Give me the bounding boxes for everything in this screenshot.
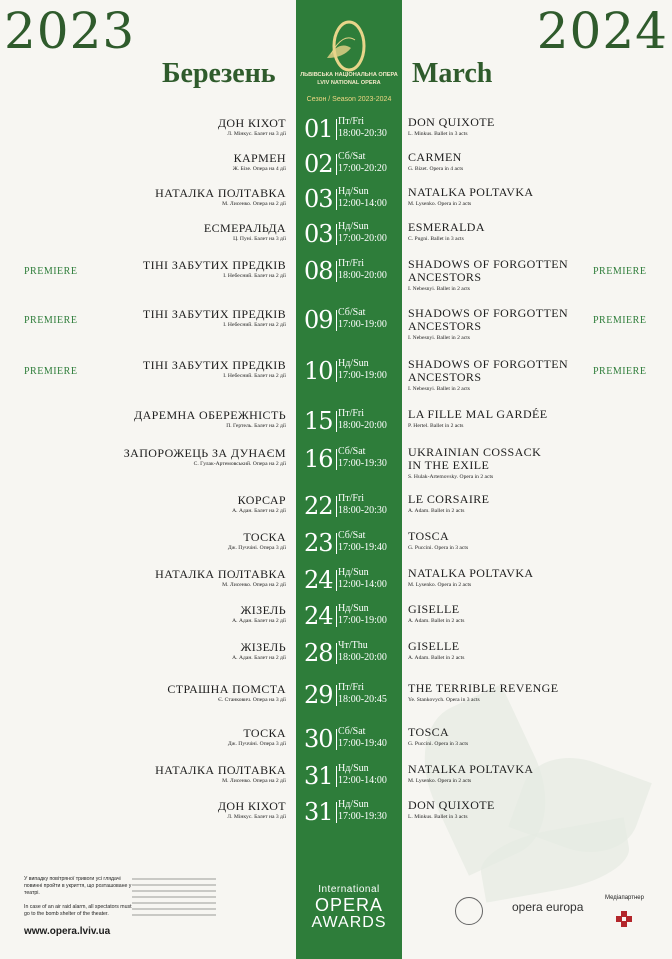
subtitle-en: I. Nebesnyi. Ballet in 2 acts <box>408 386 470 392</box>
title-en <box>408 799 495 812</box>
subtitle-en: L. Minkus. Ballet in 3 acts <box>408 131 468 137</box>
showtime: 18:00-20:30 <box>338 505 387 516</box>
opera-name-ua: ЛЬВІВСЬКА НАЦІОНАЛЬНА ОПЕРА <box>300 72 398 78</box>
date-divider <box>336 685 337 706</box>
title-en-line-1: UKRAINIAN COSSACK <box>408 445 542 459</box>
date-number: 24 <box>304 566 333 594</box>
showtime: 17:00-19:00 <box>338 319 387 330</box>
subtitle-ua: А. Адан. Балет на 2 дії <box>232 508 286 514</box>
title-ua: ТІНІ ЗАБУТИХ ПРЕДКІВ <box>142 307 286 321</box>
opera-name-en: LVIV NATIONAL OPERA <box>317 80 381 86</box>
title-ua: ДОН КІХОТ <box>217 116 286 130</box>
title-en <box>408 682 558 695</box>
weekday: Чт/Thu <box>338 640 368 651</box>
title-ua: КАРМЕН <box>233 151 286 165</box>
title-ua: ЗАПОРОЖЕЦЬ ЗА ДУНАЄМ <box>123 446 286 460</box>
weekday: Сб/Sat <box>338 307 366 318</box>
opera-europa-logo: opera europa <box>512 900 584 914</box>
title-en <box>408 358 568 384</box>
air-raid-note-ua: У випадку повітряної тривоги усі глядачі повинні пройти в укриття, що розташоване у театрі. <box>24 876 132 896</box>
showtime: 12:00-14:00 <box>338 198 387 209</box>
title-en <box>408 603 459 616</box>
theatre-emblem-icon <box>455 897 483 925</box>
title-en <box>408 763 534 776</box>
title-ua: ТОСКА <box>243 530 286 544</box>
showtime: 18:00-20:30 <box>338 128 387 139</box>
date-divider <box>336 643 337 664</box>
date-divider <box>336 729 337 750</box>
subtitle-en: I. Nebesnyi. Ballet in 2 acts <box>408 286 470 292</box>
award-line-2: OPERA <box>314 895 384 915</box>
subtitle-en: Ye. Stankovych. Opera in 3 acts <box>408 697 480 703</box>
date-divider <box>336 261 337 282</box>
subtitle-ua: Дж. Пуччіні. Опера 3 дії <box>227 741 286 747</box>
subtitle-ua: І. Небесний. Балет на 2 дії <box>223 373 286 379</box>
subtitle-ua: Л. Мінкус. Балет на 3 дії <box>227 814 286 820</box>
subtitle-en: G. Puccini. Opera in 3 acts <box>408 741 469 747</box>
title-en-line-1: GISELLE <box>408 602 460 616</box>
title-en-line-1: LA FILLE MAL GARDÉE <box>408 407 548 421</box>
subtitle-en: G. Puccini. Opera in 3 acts <box>408 545 469 551</box>
showtime: 18:00-20:45 <box>338 694 387 705</box>
date-number: 22 <box>304 492 333 520</box>
weekday: Нд/Sun <box>338 221 369 232</box>
subtitle-ua: А. Адан. Балет на 2 дії <box>232 618 286 624</box>
date-number: 28 <box>304 639 333 667</box>
showtime: 17:00-19:00 <box>338 370 387 381</box>
weekday: Сб/Sat <box>338 726 366 737</box>
award-line-1: International <box>318 884 380 895</box>
subtitle-en: C. Pugni. Ballet in 3 acts <box>408 236 464 242</box>
date-divider <box>336 449 337 470</box>
date-divider <box>336 570 337 591</box>
date-number: 09 <box>304 306 333 334</box>
title-en <box>408 726 449 739</box>
title-en <box>408 116 495 129</box>
date-divider <box>336 154 337 175</box>
title-en-line-1: LE CORSAIRE <box>408 492 490 506</box>
title-ua: ЖІЗЕЛЬ <box>240 640 286 654</box>
date-divider <box>336 310 337 331</box>
showtime: 12:00-14:00 <box>338 579 387 590</box>
title-en-line-1: NATALKA POLTAVKA <box>408 566 534 580</box>
date-number: 03 <box>304 220 333 248</box>
title-ua: ТІНІ ЗАБУТИХ ПРЕДКІВ <box>142 358 286 372</box>
media-partner-logo-icon <box>615 910 633 928</box>
subtitle-ua: П. Гертель. Балет на 2 дії <box>226 423 286 429</box>
subtitle-en: A. Adam. Ballet in 2 acts <box>408 655 465 661</box>
title-en-line-1: GISELLE <box>408 639 460 653</box>
subtitle-ua: І. Небесний. Балет на 2 дії <box>223 322 286 328</box>
year-left: 2023 <box>4 2 136 60</box>
showtime: 17:00-19:00 <box>338 615 387 626</box>
premiere-label-left: PREMIERE <box>24 266 78 277</box>
title-en <box>408 493 489 506</box>
showtime: 17:00-19:40 <box>338 738 387 749</box>
weekday: Сб/Sat <box>338 530 366 541</box>
date-number: 01 <box>304 115 333 143</box>
title-en-line-2: IN THE EXILE <box>408 458 490 472</box>
subtitle-en: L. Minkus. Ballet in 3 acts <box>408 814 468 820</box>
title-en-line-1: DON QUIXOTE <box>408 798 495 812</box>
date-number: 23 <box>304 529 333 557</box>
weekday: Пт/Fri <box>338 682 365 693</box>
title-ua: ДОН КІХОТ <box>217 799 286 813</box>
opera-logo-icon <box>321 18 377 74</box>
title-en <box>408 258 568 284</box>
date-number: 30 <box>304 725 333 753</box>
title-en-line-1: NATALKA POLTAVKA <box>408 185 534 199</box>
date-divider <box>336 606 337 627</box>
title-en-line-2: ANCESTORS <box>408 370 482 384</box>
showtime: 17:00-19:40 <box>338 542 387 553</box>
month-ua: Березень <box>162 58 276 89</box>
title-en-line-1: TOSCA <box>408 529 450 543</box>
subtitle-ua: Дж. Пуччіні. Опера 3 дії <box>227 545 286 551</box>
title-en-line-1: CARMEN <box>408 150 462 164</box>
premiere-label-right: PREMIERE <box>593 266 647 277</box>
date-divider <box>336 496 337 517</box>
title-ua: ТОСКА <box>243 726 286 740</box>
date-number: 02 <box>304 150 333 178</box>
title-en <box>408 307 568 333</box>
date-number: 08 <box>304 257 333 285</box>
weekday: Нд/Sun <box>338 799 369 810</box>
weekday: Пт/Fri <box>338 116 365 127</box>
date-divider <box>336 766 337 787</box>
title-ua: ЕСМЕРАЛЬДА <box>203 221 286 235</box>
showtime: 17:00-20:00 <box>338 233 387 244</box>
title-en-line-1: SHADOWS OF FORGOTTEN <box>408 257 569 271</box>
subtitle-en: G. Bizet. Opera in 4 acts <box>408 166 464 172</box>
date-number: 24 <box>304 602 333 630</box>
subtitle-ua: І. Небесний. Балет на 2 дії <box>223 273 286 279</box>
date-number: 31 <box>304 798 333 826</box>
weekday: Нд/Sun <box>338 358 369 369</box>
premiere-label-right: PREMIERE <box>593 366 647 377</box>
subtitle-en: I. Nebesnyi. Ballet in 2 acts <box>408 335 470 341</box>
year-right: 2024 <box>536 2 668 60</box>
date-number: 16 <box>304 445 333 473</box>
premiere-label-right: PREMIERE <box>593 315 647 326</box>
showtime: 18:00-20:00 <box>338 652 387 663</box>
subtitle-en: M. Lysenko. Opera in 2 acts <box>408 778 472 784</box>
title-en-line-1: SHADOWS OF FORGOTTEN <box>408 306 569 320</box>
title-en-line-1: ESMERALDA <box>408 220 485 234</box>
showtime: 18:00-20:00 <box>338 420 387 431</box>
date-divider <box>336 533 337 554</box>
subtitle-ua: А. Адан. Балет на 2 дії <box>232 655 286 661</box>
date-divider <box>336 224 337 245</box>
title-ua: ЖІЗЕЛЬ <box>240 603 286 617</box>
title-ua: ТІНІ ЗАБУТИХ ПРЕДКІВ <box>142 258 286 272</box>
date-divider <box>336 802 337 823</box>
weekday: Сб/Sat <box>338 446 366 457</box>
title-en <box>408 446 541 472</box>
premiere-label-left: PREMIERE <box>24 366 78 377</box>
subtitle-en: M. Lysenko. Opera in 2 acts <box>408 582 472 588</box>
subtitle-ua: С. Гулак-Артемовський. Опера на 2 дії <box>193 461 286 467</box>
showtime: 18:00-20:00 <box>338 270 387 281</box>
showtime: 17:00-20:20 <box>338 163 387 174</box>
subtitle-ua: Ж. Бізе. Опера на 4 дії <box>232 166 286 172</box>
title-en-line-1: THE TERRIBLE REVENGE <box>408 681 559 695</box>
title-en-line-1: DON QUIXOTE <box>408 115 495 129</box>
weekday: Пт/Fri <box>338 258 365 269</box>
title-en-line-2: ANCESTORS <box>408 319 482 333</box>
title-en <box>408 640 459 653</box>
title-en <box>408 408 547 421</box>
subtitle-en: A. Adam. Ballet in 2 acts <box>408 508 465 514</box>
season-label: Сезон / Season 2023-2024 <box>306 96 392 103</box>
title-en <box>408 186 534 199</box>
showtime: 12:00-14:00 <box>338 775 387 786</box>
title-ua: КОРСАР <box>237 493 286 507</box>
subtitle-ua: Ц. Пуні. Балет на 3 дії <box>233 236 286 242</box>
premiere-label-left: PREMIERE <box>24 315 78 326</box>
subtitle-en: A. Adam. Ballet in 2 acts <box>408 618 465 624</box>
date-number: 03 <box>304 185 333 213</box>
title-en <box>408 530 449 543</box>
subtitle-ua: М. Лисенко. Опера на 2 дії <box>222 201 286 207</box>
subtitle-en: S. Hulak-Artemovsky. Opera in 2 acts <box>408 474 494 480</box>
weekday: Пт/Fri <box>338 493 365 504</box>
title-ua: ДАРЕМНА ОБЕРЕЖНІСТЬ <box>134 408 286 422</box>
title-en-line-2: ANCESTORS <box>408 270 482 284</box>
title-en <box>408 221 485 234</box>
subtitle-ua: Є. Станкович. Опера на 3 дії <box>218 697 286 703</box>
media-partner-label: Медіапартнер <box>605 895 644 901</box>
weekday: Нд/Sun <box>338 763 369 774</box>
title-en-line-1: SHADOWS OF FORGOTTEN <box>408 357 569 371</box>
title-ua: СТРАШНА ПОМСТА <box>167 682 286 696</box>
date-number: 10 <box>304 357 333 385</box>
air-raid-note-en: In case of an air raid alarm, all spectators must go to the bomb shelter of the theater. <box>24 904 132 917</box>
date-number: 29 <box>304 681 333 709</box>
weekday: Пт/Fri <box>338 408 365 419</box>
subtitle-ua: М. Лисенко. Опера на 2 дії <box>222 778 286 784</box>
month-en: March <box>412 58 493 89</box>
subtitle-en: M. Lysenko. Opera in 2 acts <box>408 201 472 207</box>
website-link[interactable]: www.opera.lviv.ua <box>24 926 111 937</box>
date-number: 15 <box>304 407 333 435</box>
date-divider <box>336 189 337 210</box>
title-ua: НАТАЛКА ПОЛТАВКА <box>155 763 286 777</box>
title-ua: НАТАЛКА ПОЛТАВКА <box>155 186 286 200</box>
showtime: 17:00-19:30 <box>338 811 387 822</box>
title-en-line-1: NATALKA POLTAVKA <box>408 762 534 776</box>
date-divider <box>336 119 337 140</box>
weekday: Сб/Sat <box>338 151 366 162</box>
date-divider <box>336 361 337 382</box>
date-number: 31 <box>304 762 333 790</box>
showtime: 17:00-19:30 <box>338 458 387 469</box>
title-en-line-1: TOSCA <box>408 725 450 739</box>
weekday: Нд/Sun <box>338 603 369 614</box>
title-en <box>408 567 534 580</box>
subtitle-ua: М. Лисенко. Опера на 2 дії <box>222 582 286 588</box>
weekday: Нд/Sun <box>338 567 369 578</box>
date-divider <box>336 411 337 432</box>
subtitle-ua: Л. Мінкус. Балет на 3 дії <box>227 131 286 137</box>
subtitle-en: P. Hertel. Ballet in 2 acts <box>408 423 464 429</box>
title-en <box>408 151 462 164</box>
title-ua: НАТАЛКА ПОЛТАВКА <box>155 567 286 581</box>
weekday: Нд/Sun <box>338 186 369 197</box>
award-line-3: AWARDS <box>311 914 387 931</box>
fine-print-notes <box>132 878 216 920</box>
